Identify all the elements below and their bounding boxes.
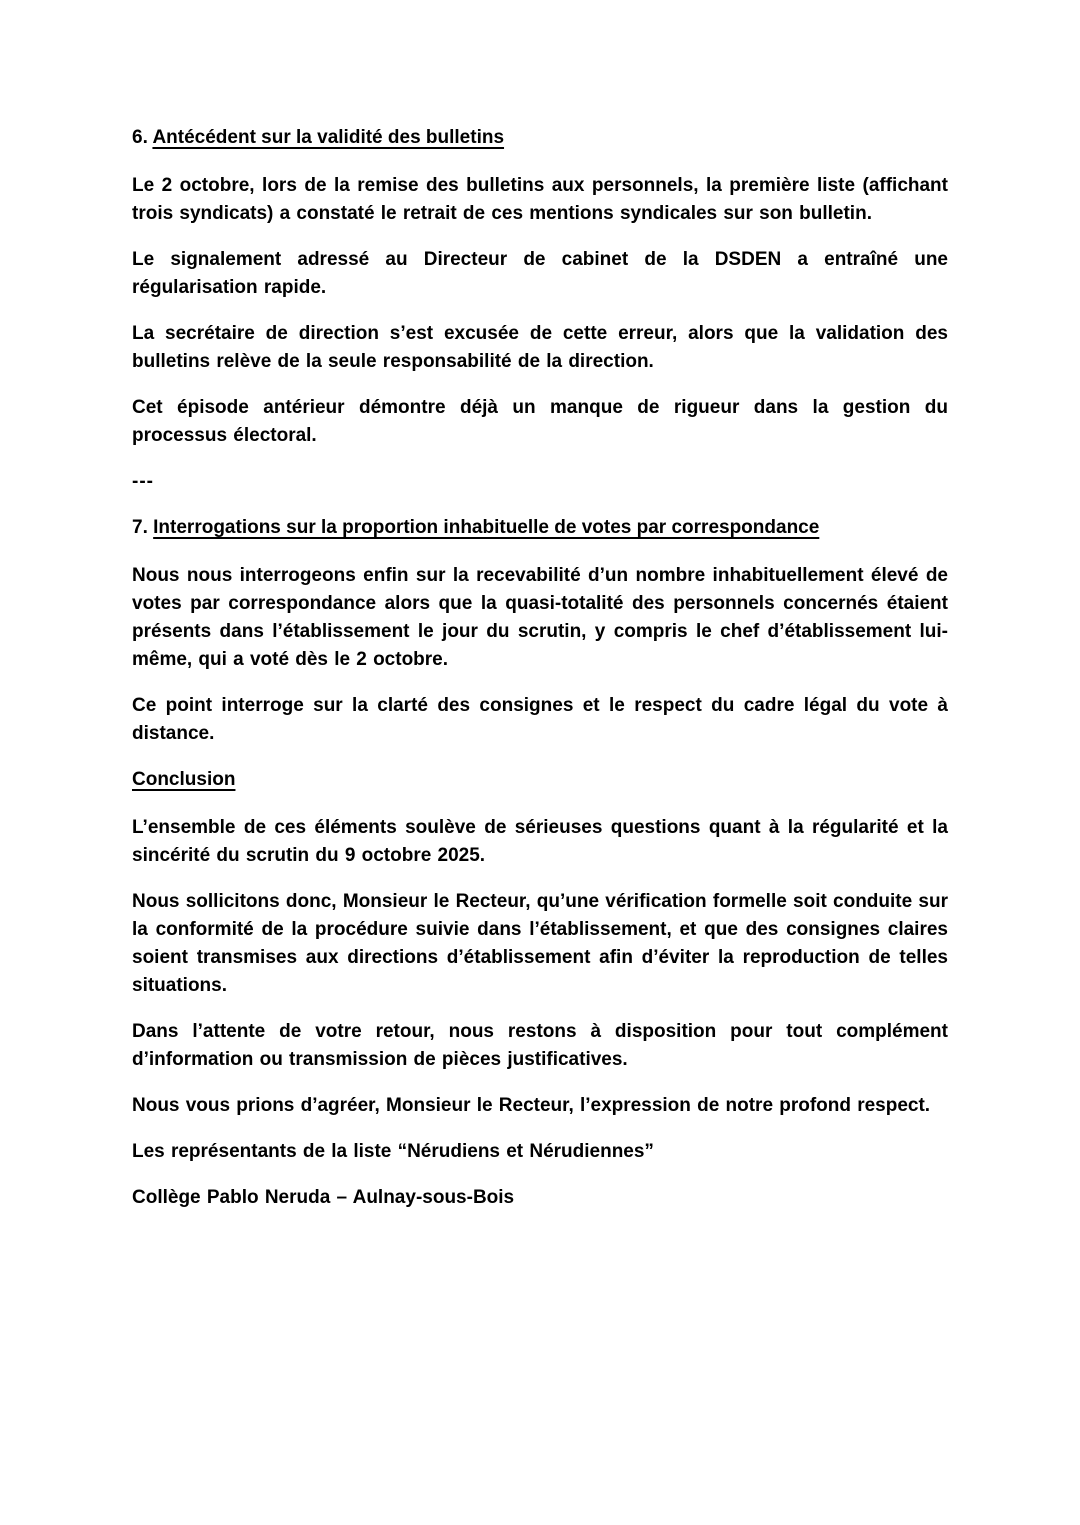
paragraph: Ce point interroge sur la clarté des consignes et le respect du cadre légal du vote à distance.	[132, 695, 948, 744]
paragraph: Le 2 octobre, lors de la remise des bulletins aux personnels, la première liste (affichant trois syndicats) a constaté le retrait de ces mentions syndicales sur son bulletin.	[132, 175, 948, 224]
paragraph: Nous sollicitons donc, Monsieur le Recteur, qu’une vérification formelle soit conduite sur la conformité de la procédure suivie dans l’établissement, et que des consignes claires soient transmises aux directions d’établissement afin d’éviter la reproduction de telles situations.	[132, 891, 948, 996]
paragraph: Dans l’attente de votre retour, nous restons à disposition pour tout complément d’information ou transmission de pièces justificatives.	[132, 1021, 948, 1070]
section-title: Conclusion	[132, 769, 236, 790]
section-number: 7.	[132, 517, 148, 538]
paragraph: Cet épisode antérieur démontre déjà un manque de rigueur dans la gestion du processus électoral.	[132, 397, 948, 446]
section-heading	[132, 766, 948, 794]
signature-list-representatives: Les représentants de la liste “Nérudiens et Nérudiennes”	[132, 1141, 654, 1162]
section-title: Antécédent sur la validité des bulletins	[152, 127, 505, 148]
paragraph: La secrétaire de direction s’est excusée de cette erreur, alors que la validation des bulletins relève de la seule responsabilité de la direction.	[132, 323, 948, 372]
section-number: 6.	[132, 127, 148, 148]
paragraph: Le signalement adressé au Directeur de cabinet de la DSDEN a entraîné une régularisation rapide.	[132, 249, 948, 298]
section-heading	[132, 514, 948, 542]
signature-establishment: Collège Pablo Neruda – Aulnay-sous-Bois	[132, 1187, 515, 1208]
section-title: Interrogations sur la proportion inhabituelle de votes par correspondance	[153, 517, 820, 538]
document-body	[132, 124, 948, 1212]
paragraph: Nous nous interrogeons enfin sur la recevabilité d’un nombre inhabituellement élevé de votes par correspondance alors que la quasi-totalité des personnels concernés étaient présents dans l’établissement le jour du scrutin, y compris le chef d’établissement lui-même, qui a voté dès le 2 octobre.	[132, 565, 948, 670]
paragraph: L’ensemble de ces éléments soulève de sérieuses questions quant à la régularité et la sincérité du scrutin du 9 octobre 2025.	[132, 817, 948, 866]
separator-dashes: ---	[132, 471, 154, 492]
section-heading	[132, 124, 948, 152]
paragraph: Nous vous prions d’agréer, Monsieur le Recteur, l’expression de notre profond respect.	[132, 1095, 931, 1116]
